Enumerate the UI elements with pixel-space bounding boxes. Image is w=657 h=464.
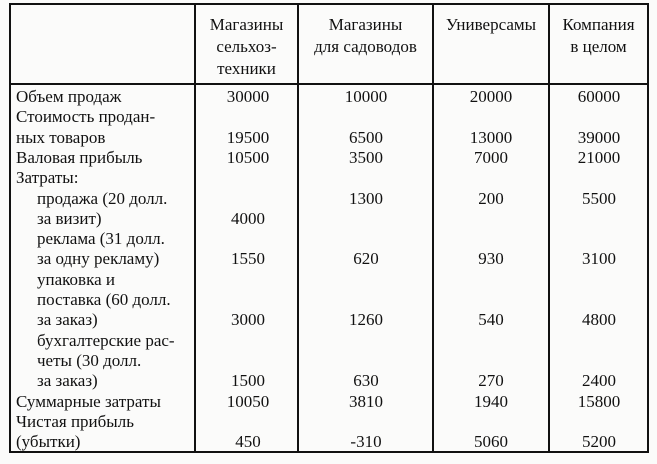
table-cell-value: 39000 <box>577 127 621 147</box>
table-cell-value: 6500 <box>349 127 383 147</box>
row-label: упаковка и <box>37 269 115 289</box>
header-cell-garden-stores: Магазины для садоводов <box>314 15 417 56</box>
header-cell-supermarkets: Универсамы <box>445 15 537 34</box>
table-cell-value: 21000 <box>577 147 621 167</box>
row-label: Суммарные затраты <box>16 391 161 411</box>
row-label: (убытки) <box>16 432 81 452</box>
row-label: поставка (60 долл. <box>37 290 171 309</box>
table-cell-value: -310 <box>350 432 382 452</box>
header-cell-machinery-stores: Магазины сельхоз- техники <box>209 15 284 78</box>
row-label: бухгалтерские рас- <box>37 330 175 350</box>
table-cell-value: 3100 <box>582 249 616 269</box>
row-label: ных товаров <box>16 127 106 147</box>
row-label: Чистая прибыль <box>16 411 134 431</box>
table-cell-value: 4800 <box>582 310 616 330</box>
table-cell-value: 15800 <box>577 391 621 411</box>
row-label: за заказ) <box>37 371 98 391</box>
table-cell-value: 450 <box>235 432 261 452</box>
table-cell-value: 20000 <box>469 87 513 106</box>
column-divider-4 <box>548 3 550 453</box>
table-cell-value: 5200 <box>582 432 616 452</box>
table-cell-value: 13000 <box>469 127 513 147</box>
table-cell-value: 4000 <box>231 208 265 228</box>
table-cell-value: 60000 <box>577 87 621 106</box>
row-label: четы (30 долл. <box>37 350 142 370</box>
table-cell-value: 3500 <box>349 147 383 167</box>
table-cell-value: 3810 <box>349 391 383 411</box>
header-divider <box>9 83 649 85</box>
table-cell-value: 540 <box>478 310 504 330</box>
table-cell-value: 5500 <box>582 188 616 208</box>
column-divider-3 <box>432 3 434 453</box>
table-cell-value: 620 <box>353 249 379 269</box>
table-right-border <box>647 3 649 453</box>
table-cell-value: 7000 <box>474 147 508 167</box>
table-cell-value: 1940 <box>474 391 508 411</box>
table-cell-value: 10050 <box>226 391 270 411</box>
table-cell-value: 19500 <box>226 127 270 147</box>
table-top-border <box>9 3 649 5</box>
table-cell-value: 270 <box>478 371 504 391</box>
row-label: за визит) <box>37 208 102 228</box>
table-cell-value: 3000 <box>231 310 265 330</box>
row-label: Затраты: <box>16 168 79 188</box>
table-cell-value: 1300 <box>349 188 383 208</box>
row-label: Объем продаж <box>16 87 122 106</box>
table-cell-value: 930 <box>478 249 504 269</box>
table-cell-value: 2400 <box>582 371 616 391</box>
row-label: продажа (20 долл. <box>37 188 168 208</box>
table-cell-value: 1500 <box>231 371 265 391</box>
table-cell-value: 200 <box>478 188 504 208</box>
row-label: Валовая прибыль <box>16 147 143 167</box>
row-label: за заказ) <box>37 310 98 330</box>
table-cell-value: 1550 <box>231 249 265 269</box>
row-label: за одну рекламу) <box>37 249 160 269</box>
header-cell-company-total: Компания в целом <box>562 15 635 56</box>
table-cell-value: 30000 <box>226 87 270 106</box>
table-cell-value: 5060 <box>474 432 508 452</box>
table-cell-value: 1260 <box>349 310 383 330</box>
table-cell-value: 630 <box>353 371 379 391</box>
table-cell-value: 10500 <box>226 147 270 167</box>
table-left-border <box>9 3 11 453</box>
row-label: Стоимость продан- <box>16 107 156 127</box>
row-label: реклама (31 долл. <box>37 229 165 249</box>
table-cell-value: 10000 <box>344 87 388 106</box>
column-divider-2 <box>297 3 299 453</box>
